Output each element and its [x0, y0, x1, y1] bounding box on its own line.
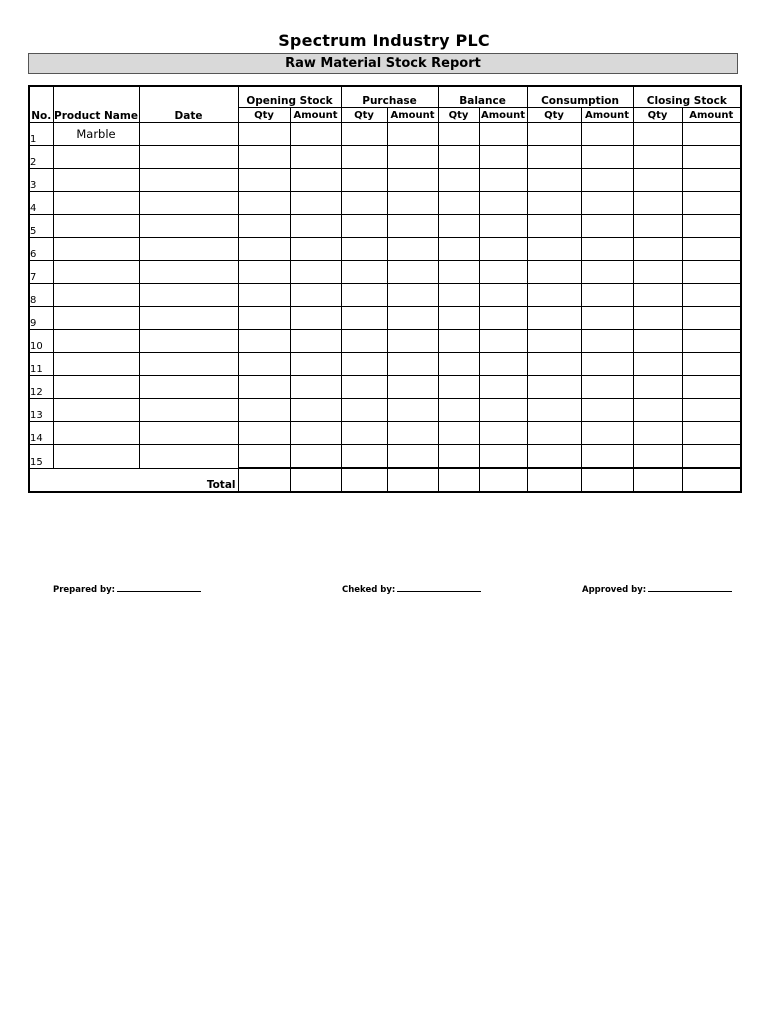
value-cell[interactable]	[387, 330, 438, 353]
date-cell[interactable]	[139, 445, 238, 469]
row-number: 11	[29, 353, 53, 376]
value-cell[interactable]	[581, 146, 633, 169]
approved-by-label: Approved by:	[582, 585, 647, 595]
value-cell[interactable]	[581, 284, 633, 307]
value-cell[interactable]	[633, 445, 682, 469]
value-cell[interactable]	[238, 422, 290, 445]
subheader-amount: Amount	[481, 109, 526, 121]
total-cell[interactable]	[479, 468, 527, 492]
value-cell[interactable]	[387, 146, 438, 169]
value-cell[interactable]	[527, 307, 581, 330]
value-cell[interactable]	[238, 284, 290, 307]
date-cell[interactable]	[139, 169, 238, 192]
value-cell[interactable]	[341, 284, 387, 307]
date-cell[interactable]	[139, 399, 238, 422]
value-cell[interactable]	[581, 261, 633, 284]
value-cell[interactable]	[341, 353, 387, 376]
prepared-by	[53, 583, 201, 595]
value-cell[interactable]	[479, 261, 527, 284]
value-cell[interactable]	[479, 445, 527, 469]
value-cell[interactable]	[581, 215, 633, 238]
value-cell[interactable]	[438, 376, 479, 399]
header-purchase: Purchase	[341, 86, 438, 108]
value-cell[interactable]	[479, 307, 527, 330]
table-row	[29, 192, 741, 215]
value-cell[interactable]	[479, 353, 527, 376]
table-row	[29, 353, 741, 376]
table-row	[29, 399, 741, 422]
value-cell[interactable]	[387, 307, 438, 330]
value-cell[interactable]	[438, 307, 479, 330]
value-cell[interactable]	[682, 445, 741, 469]
date-cell[interactable]	[139, 284, 238, 307]
row-number: 8	[29, 284, 53, 307]
value-cell[interactable]	[682, 353, 741, 376]
value-cell[interactable]	[527, 169, 581, 192]
value-cell[interactable]	[238, 445, 290, 469]
value-cell[interactable]	[682, 169, 741, 192]
value-cell[interactable]	[290, 215, 341, 238]
value-cell[interactable]	[238, 399, 290, 422]
total-cell[interactable]	[633, 468, 682, 492]
header-date: Date	[139, 86, 238, 123]
date-cell[interactable]	[139, 330, 238, 353]
value-cell[interactable]	[527, 353, 581, 376]
value-cell[interactable]	[341, 215, 387, 238]
value-cell[interactable]	[633, 169, 682, 192]
value-cell[interactable]	[527, 146, 581, 169]
value-cell[interactable]	[290, 307, 341, 330]
date-cell[interactable]	[139, 123, 238, 146]
value-cell[interactable]	[581, 353, 633, 376]
value-cell[interactable]	[479, 192, 527, 215]
table-row	[29, 284, 741, 307]
total-cell[interactable]	[341, 468, 387, 492]
checked-by-line[interactable]	[397, 583, 481, 592]
value-cell[interactable]	[341, 307, 387, 330]
table-row	[29, 146, 741, 169]
value-cell[interactable]	[633, 353, 682, 376]
row-number: 6	[29, 238, 53, 261]
value-cell[interactable]	[387, 284, 438, 307]
value-cell[interactable]	[341, 261, 387, 284]
value-cell[interactable]	[682, 330, 741, 353]
row-number: 2	[29, 146, 53, 169]
date-cell[interactable]	[139, 261, 238, 284]
value-cell[interactable]	[633, 307, 682, 330]
value-cell[interactable]	[438, 445, 479, 469]
value-cell[interactable]	[633, 192, 682, 215]
value-cell[interactable]	[238, 192, 290, 215]
value-cell[interactable]	[527, 445, 581, 469]
value-cell[interactable]	[238, 123, 290, 146]
value-cell[interactable]	[341, 376, 387, 399]
value-cell[interactable]	[238, 307, 290, 330]
value-cell[interactable]	[387, 353, 438, 376]
value-cell[interactable]	[290, 399, 341, 422]
value-cell[interactable]	[527, 399, 581, 422]
value-cell[interactable]	[387, 123, 438, 146]
product-name-cell[interactable]	[53, 330, 139, 353]
total-cell[interactable]	[581, 468, 633, 492]
product-name-cell[interactable]	[53, 238, 139, 261]
date-cell[interactable]	[139, 238, 238, 261]
header-closing-stock: Closing Stock	[633, 86, 741, 108]
value-cell[interactable]	[633, 123, 682, 146]
value-cell[interactable]	[479, 238, 527, 261]
value-cell[interactable]	[341, 399, 387, 422]
row-number: 13	[29, 399, 53, 422]
total-cell[interactable]	[387, 468, 438, 492]
row-number: 9	[29, 307, 53, 330]
approved-by-line[interactable]	[648, 583, 732, 592]
date-cell[interactable]	[139, 192, 238, 215]
row-number: 10	[29, 330, 53, 353]
value-cell[interactable]	[633, 146, 682, 169]
row-number: 4	[29, 192, 53, 215]
total-cell[interactable]	[438, 468, 479, 492]
value-cell[interactable]	[290, 284, 341, 307]
product-name-cell[interactable]	[53, 399, 139, 422]
row-number: 1	[29, 123, 53, 146]
value-cell[interactable]	[479, 146, 527, 169]
product-name-cell[interactable]	[53, 192, 139, 215]
value-cell[interactable]	[633, 422, 682, 445]
report-title: Raw Material Stock Report	[28, 53, 738, 74]
value-cell[interactable]	[387, 215, 438, 238]
value-cell[interactable]	[387, 399, 438, 422]
value-cell[interactable]	[479, 284, 527, 307]
value-cell[interactable]	[290, 192, 341, 215]
product-name-cell[interactable]	[53, 284, 139, 307]
value-cell[interactable]	[238, 261, 290, 284]
value-cell[interactable]	[238, 215, 290, 238]
value-cell[interactable]	[290, 146, 341, 169]
value-cell[interactable]	[341, 169, 387, 192]
value-cell[interactable]	[290, 445, 341, 469]
value-cell[interactable]	[633, 238, 682, 261]
subheader-qty: Qty	[238, 108, 290, 123]
value-cell[interactable]	[633, 261, 682, 284]
row-number: 15	[29, 445, 53, 469]
subheader-qty: Qty	[633, 108, 682, 123]
product-name-cell[interactable]	[53, 261, 139, 284]
total-cell[interactable]	[682, 468, 741, 492]
value-cell[interactable]	[581, 238, 633, 261]
table-row	[29, 238, 741, 261]
total-cell[interactable]	[290, 468, 341, 492]
value-cell[interactable]	[438, 284, 479, 307]
value-cell[interactable]	[527, 422, 581, 445]
value-cell[interactable]	[479, 376, 527, 399]
value-cell[interactable]	[682, 146, 741, 169]
value-cell[interactable]	[682, 399, 741, 422]
value-cell[interactable]	[479, 422, 527, 445]
subheader-amount: Amount	[682, 108, 741, 123]
table-row	[29, 169, 741, 192]
value-cell[interactable]	[438, 399, 479, 422]
value-cell[interactable]	[290, 123, 341, 146]
date-cell[interactable]	[139, 146, 238, 169]
value-cell[interactable]	[341, 146, 387, 169]
subheader-qty: Qty	[527, 108, 581, 123]
value-cell[interactable]	[527, 192, 581, 215]
value-cell[interactable]	[438, 215, 479, 238]
total-row	[29, 468, 741, 492]
value-cell[interactable]	[633, 399, 682, 422]
header-opening-stock: Opening Stock	[238, 86, 341, 108]
value-cell[interactable]	[387, 376, 438, 399]
value-cell[interactable]	[238, 376, 290, 399]
value-cell[interactable]	[438, 330, 479, 353]
value-cell[interactable]	[341, 445, 387, 469]
value-cell[interactable]	[438, 238, 479, 261]
product-name-cell[interactable]	[53, 445, 139, 469]
value-cell[interactable]	[527, 284, 581, 307]
value-cell[interactable]	[438, 353, 479, 376]
header-consumption: Consumption	[527, 86, 633, 108]
table-row	[29, 422, 741, 445]
product-name-cell[interactable]	[53, 215, 139, 238]
value-cell[interactable]	[479, 399, 527, 422]
value-cell[interactable]	[387, 261, 438, 284]
value-cell[interactable]	[527, 215, 581, 238]
date-cell[interactable]	[139, 376, 238, 399]
value-cell[interactable]	[581, 399, 633, 422]
value-cell[interactable]	[527, 123, 581, 146]
value-cell[interactable]	[479, 330, 527, 353]
date-cell[interactable]	[139, 307, 238, 330]
value-cell[interactable]	[581, 422, 633, 445]
date-cell[interactable]	[139, 422, 238, 445]
value-cell[interactable]	[682, 192, 741, 215]
value-cell[interactable]	[290, 353, 341, 376]
value-cell[interactable]	[387, 192, 438, 215]
subheader-amount: Amount	[290, 108, 341, 123]
value-cell[interactable]	[527, 261, 581, 284]
value-cell[interactable]	[581, 123, 633, 146]
header-product-name: Product Name	[53, 86, 139, 123]
header-balance: Balance	[438, 86, 527, 108]
table-row	[29, 215, 741, 238]
value-cell[interactable]	[633, 284, 682, 307]
value-cell[interactable]	[479, 123, 527, 146]
row-number: 14	[29, 422, 53, 445]
date-cell[interactable]	[139, 353, 238, 376]
value-cell[interactable]	[581, 307, 633, 330]
value-cell[interactable]	[682, 215, 741, 238]
value-cell[interactable]	[682, 376, 741, 399]
value-cell[interactable]	[238, 146, 290, 169]
product-name-cell[interactable]	[53, 422, 139, 445]
table-row	[29, 261, 741, 284]
value-cell[interactable]	[387, 238, 438, 261]
value-cell[interactable]	[387, 422, 438, 445]
header-no: No.	[29, 86, 53, 123]
value-cell[interactable]	[438, 192, 479, 215]
date-cell[interactable]	[139, 215, 238, 238]
value-cell[interactable]	[581, 445, 633, 469]
value-cell[interactable]	[290, 376, 341, 399]
product-name-cell[interactable]	[53, 376, 139, 399]
value-cell[interactable]	[682, 123, 741, 146]
checked-by-label: Cheked by:	[342, 585, 396, 595]
stock-table	[28, 85, 742, 493]
table-row	[29, 330, 741, 353]
value-cell[interactable]	[581, 376, 633, 399]
row-number: 12	[29, 376, 53, 399]
subheader-qty: Qty	[341, 108, 387, 123]
value-cell[interactable]	[238, 169, 290, 192]
value-cell[interactable]	[527, 330, 581, 353]
product-name-cell[interactable]	[53, 307, 139, 330]
subheader-amount: Amount	[581, 108, 633, 123]
product-name-cell[interactable]	[53, 146, 139, 169]
value-cell[interactable]	[238, 330, 290, 353]
value-cell[interactable]	[341, 330, 387, 353]
subheader-amount: Amount	[387, 108, 438, 123]
value-cell[interactable]	[290, 169, 341, 192]
value-cell[interactable]	[633, 330, 682, 353]
value-cell[interactable]	[479, 215, 527, 238]
value-cell[interactable]	[290, 422, 341, 445]
prepared-by-label: Prepared by:	[53, 585, 116, 595]
value-cell[interactable]	[682, 284, 741, 307]
value-cell[interactable]	[438, 146, 479, 169]
value-cell[interactable]	[341, 123, 387, 146]
value-cell[interactable]	[581, 169, 633, 192]
value-cell[interactable]	[341, 192, 387, 215]
value-cell[interactable]	[581, 192, 633, 215]
table-row	[29, 376, 741, 399]
table-row	[29, 445, 741, 469]
value-cell[interactable]	[341, 238, 387, 261]
value-cell[interactable]	[238, 353, 290, 376]
table-row	[29, 307, 741, 330]
value-cell[interactable]	[438, 123, 479, 146]
product-name-cell[interactable]	[53, 353, 139, 376]
row-number: 3	[29, 169, 53, 192]
value-cell[interactable]	[479, 169, 527, 192]
value-cell[interactable]	[290, 330, 341, 353]
value-cell[interactable]	[682, 307, 741, 330]
value-cell[interactable]	[387, 169, 438, 192]
value-cell[interactable]	[438, 261, 479, 284]
total-cell[interactable]	[527, 468, 581, 492]
total-cell[interactable]	[238, 468, 290, 492]
row-number: 5	[29, 215, 53, 238]
prepared-by-line[interactable]	[117, 583, 201, 592]
checked-by	[342, 583, 481, 595]
product-name-cell[interactable]: Marble	[53, 123, 139, 146]
value-cell[interactable]	[682, 261, 741, 284]
value-cell[interactable]	[682, 422, 741, 445]
value-cell[interactable]	[438, 422, 479, 445]
value-cell[interactable]	[387, 445, 438, 469]
total-label: Total	[29, 468, 238, 492]
value-cell[interactable]	[341, 422, 387, 445]
value-cell[interactable]	[581, 330, 633, 353]
value-cell[interactable]	[633, 376, 682, 399]
approved-by	[582, 583, 732, 595]
row-number: 7	[29, 261, 53, 284]
company-name: Spectrum Industry PLC	[278, 31, 490, 50]
value-cell[interactable]	[527, 376, 581, 399]
value-cell[interactable]	[682, 238, 741, 261]
value-cell[interactable]	[633, 215, 682, 238]
value-cell[interactable]	[527, 238, 581, 261]
product-name-cell[interactable]	[53, 169, 139, 192]
table-row	[29, 123, 741, 146]
value-cell[interactable]	[290, 238, 341, 261]
value-cell[interactable]	[290, 261, 341, 284]
value-cell[interactable]	[238, 238, 290, 261]
subheader-qty: Qty	[438, 108, 479, 123]
value-cell[interactable]	[438, 169, 479, 192]
